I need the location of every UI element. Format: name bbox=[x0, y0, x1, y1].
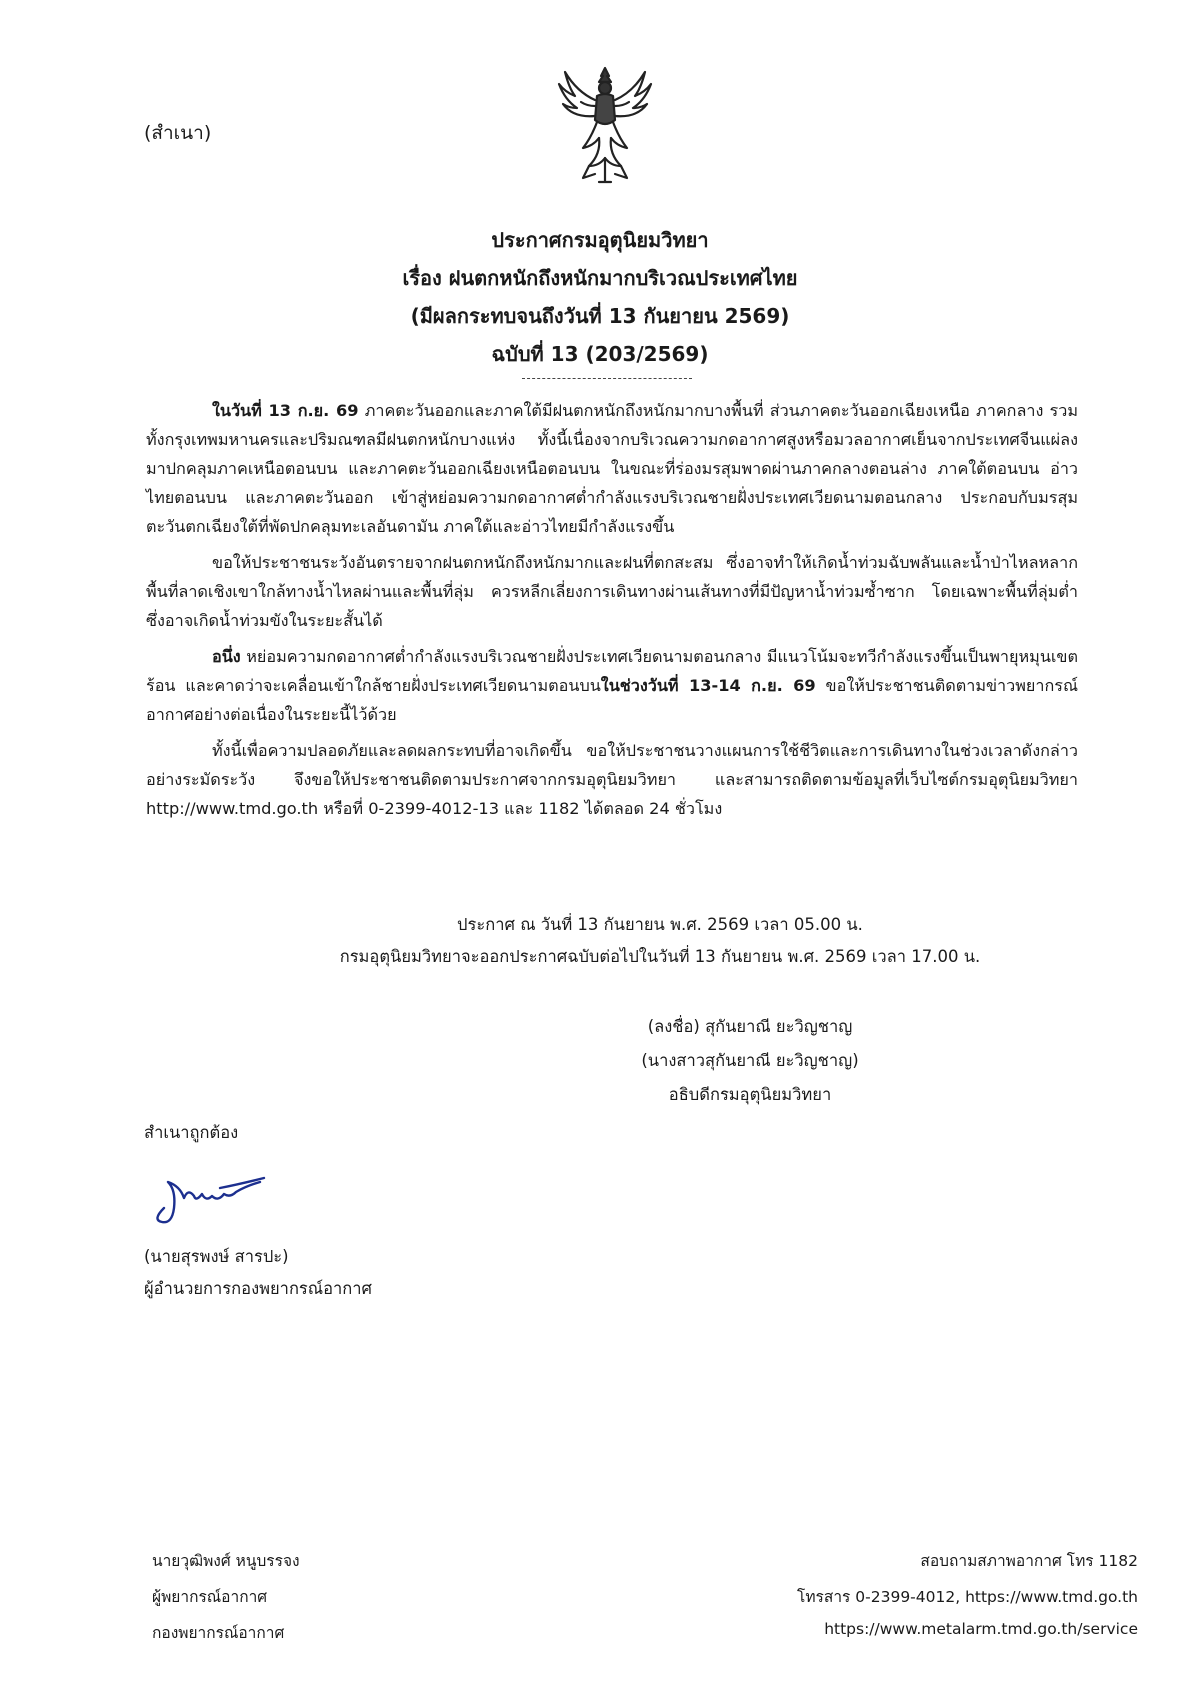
announcement-effect-date: (มีผลกระทบจนถึงวันที่ 13 กันยายน 2569) bbox=[410, 304, 790, 328]
forecaster-name: นายวุฒิพงศ์ หนูบรรจง bbox=[152, 1552, 300, 1570]
heading-divider bbox=[522, 378, 692, 379]
p1-date: ในวันที่ 13 ก.ย. 69 bbox=[212, 401, 359, 420]
copy-mark: (สำเนา) bbox=[144, 122, 212, 144]
garuda-emblem-icon bbox=[555, 62, 655, 190]
body-paragraph-1 bbox=[146, 396, 1078, 541]
body-paragraph-2 bbox=[146, 548, 1078, 635]
announcement-title: ประกาศกรมอุตุนิยมวิทยา bbox=[491, 228, 709, 252]
issued-at: ประกาศ ณ วันที่ 13 กันยายน พ.ศ. 2569 เวลา 05.00 น. bbox=[457, 915, 863, 934]
forecaster-division: กองพยากรณ์อากาศ bbox=[152, 1624, 285, 1642]
body-paragraph-4 bbox=[146, 736, 1078, 823]
signature-full-name: (นางสาวสุกันยาณี ยะวิญชาญ) bbox=[641, 1051, 859, 1070]
announcement-subject: เรื่อง ฝนตกหนักถึงหนักมากบริเวณประเทศไทย bbox=[402, 266, 798, 290]
contact-fax-website: โทรสาร 0-2399-4012, https://www.tmd.go.th bbox=[797, 1588, 1138, 1606]
signature-position: อธิบดีกรมอุตุนิยมวิทยา bbox=[668, 1085, 832, 1104]
forecaster-title: ผู้พยากรณ์อากาศ bbox=[152, 1588, 268, 1606]
handwritten-signature bbox=[150, 1168, 270, 1230]
announcement-issue-number: ฉบับที่ 13 (203/2569) bbox=[491, 342, 709, 366]
p1-text: ภาคตะวันออกและภาคใต้มีฝนตกหนักถึงหนักมากบางพื้นที่ ส่วนภาคตะวันออกเฉียงเหนือ ภาคกลาง รวมทั้งกรุงเทพมหานครและปริมณฑลมีฝนตกหนักบางแห่ง ทั้งนี้เนื่องจากบริเวณความกดอากาศสูงหรือมวลอากาศเย็นจากประเทศจีนแผ่ลงมาปกคลุมภาคเหนือตอนบน และภาคตะวันออกเฉียงเหนือตอนบน ในขณะที่ร่องมรสุมพาดผ่านภาคกลางตอนล่าง ภาคใต้ตอนบน อ่าวไทยตอนบน และภาคตะวันออก เข้าสู่หย่อมความกดอากาศต่ำกำลังแรงบริเวณชายฝั่งประเทศเวียดนามตอนกลาง ประกอบกับมรสุมตะวันตกเฉียงใต้ที่พัดปกคลุมทะเลอันดามัน ภาคใต้และอ่าวไทยมีกำลังแรงขึ้น bbox=[146, 401, 1079, 536]
p2-text: ขอให้ประชาชนระวังอันตรายจากฝนตกหนักถึงหนักมากและฝนที่ตกสะสม ซึ่งอาจทำให้เกิดน้ำท่วมฉับพลันและน้ำป่าไหลหลาก พื้นที่ลาดเชิงเขาใกล้ทางน้ำไหลผ่านและพื้นที่ลุ่ม ควรหลีกเลี่ยงการเดินทางผ่านเส้นทางที่มีปัญหาน้ำท่วมซ้ำซาก โดยเฉพาะพื้นที่ลุ่มต่ำ ซึ่งอาจเกิดน้ำท่วมขังในระยะสั้นได้ bbox=[146, 553, 1078, 630]
certified-copy-label: สำเนาถูกต้อง bbox=[144, 1123, 239, 1142]
announcement-body bbox=[146, 396, 1078, 830]
signature-signed: (ลงชื่อ) สุกันยาณี ยะวิญชาญ bbox=[647, 1017, 853, 1036]
certifier-name: (นายสุรพงษ์ สารปะ) bbox=[144, 1247, 289, 1266]
certifier-position: ผู้อำนวยการกองพยากรณ์อากาศ bbox=[144, 1279, 373, 1298]
contact-service-link[interactable]: https://www.metalarm.tmd.go.th/service bbox=[824, 1620, 1138, 1638]
next-issue: กรมอุตุนิยมวิทยาจะออกประกาศฉบับต่อไปในวันที่ 13 กันยายน พ.ศ. 2569 เวลา 17.00 น. bbox=[339, 947, 981, 966]
body-paragraph-3 bbox=[146, 642, 1078, 729]
p4-text: ทั้งนี้เพื่อความปลอดภัยและลดผลกระทบที่อาจเกิดขึ้น ขอให้ประชาชนวางแผนการใช้ชีวิตและการเดินทางในช่วงเวลาดังกล่าวอย่างระมัดระวัง จึงขอให้ประชาชนติดตามประกาศจากกรมอุตุนิยมวิทยา และสามารถติดตามข้อมูลที่เว็บไซต์กรมอุตุนิยมวิทยา http://www.tmd.go.th หรือที่ 0-2399-4012-13 และ 1182 ได้ตลอด 24 ชั่วโมง bbox=[146, 741, 1078, 818]
p3-lead: อนึ่ง bbox=[212, 647, 241, 666]
p3-text-a: หย่อมความกดอากาศต่ำกำลังแรงบริเวณชายฝั่งประเทศเวียดนามตอนกลาง มีแนวโน้มจะทวีกำลังแรงขึ้นเป็นพายุหมุนเขตร้อน และคาดว่าจะเคลื่อนเข้าใกล้ชายฝั่งประเทศเวียดนามตอนบน bbox=[146, 647, 1078, 695]
p3-period: ในช่วงวันที่ 13-14 ก.ย. 69 bbox=[600, 676, 816, 695]
contact-phone: สอบถามสภาพอากาศ โทร 1182 bbox=[920, 1552, 1138, 1570]
p3-text-c: ขอให้ประชาชนติดตามข่าวพยากรณ์อากาศอย่างต่อเนื่องในระยะนี้ไว้ด้วย bbox=[146, 676, 1078, 724]
